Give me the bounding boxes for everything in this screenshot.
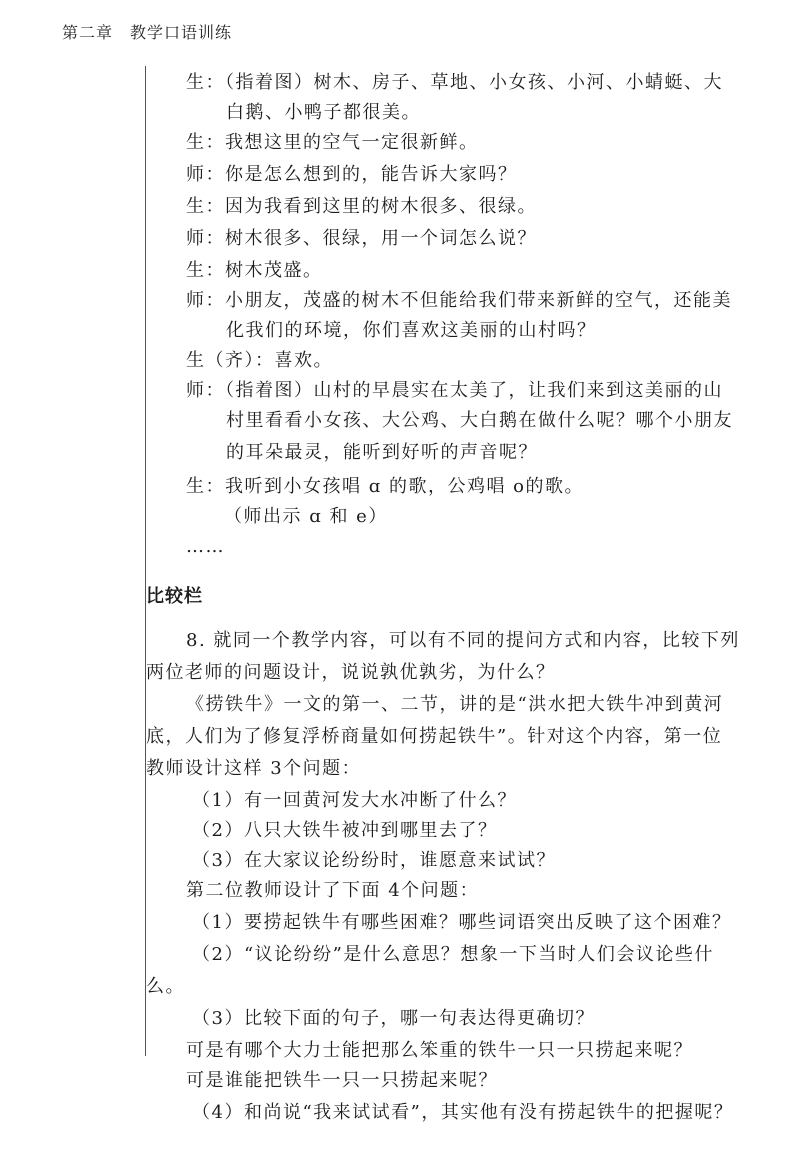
dialogue-line: 白鹅、小鸭子都很美。 — [226, 102, 421, 123]
dialogue-line: 生：我想这里的空气一定很新鲜。 — [186, 132, 479, 153]
dialogue-line: 师：你是怎么想到的，能告诉大家吗？ — [186, 164, 518, 185]
dialogue-line: 师：小朋友，茂盛的树木不但能给我们带来新鲜的空气，还能美 — [186, 290, 732, 311]
exercise-line: （2）“议论纷纷”是什么意思？想象一下当时人们会议论些什 — [192, 944, 714, 965]
exercise-line: （3）比较下面的句子，哪一句表达得更确切？ — [192, 1008, 595, 1029]
running-header: 第二章 教学口语训练 — [62, 23, 233, 42]
dialogue-line: 生：我听到小女孩唱 ɑ 的歌，公鸡唱 o的歌。 — [186, 476, 585, 497]
exercise-line: 两位老师的问题设计，说说孰优孰劣，为什么？ — [146, 662, 556, 683]
dialogue-line: 的耳朵最灵，能听到好听的声音呢？ — [226, 442, 538, 463]
dialogue-line: 生：树木茂盛。 — [186, 260, 323, 281]
margin-rule — [145, 66, 146, 1056]
exercise-line: 可是有哪个大力士能把那么笨重的铁牛一只一只捞起来呢？ — [186, 1040, 693, 1061]
dialogue-line: 生：（指着图）树木、房子、草地、小女孩、小河、小蜻蜓、大 — [186, 72, 723, 93]
section-title: 比较栏 — [146, 586, 203, 607]
dialogue-line: 生（齐）：喜欢。 — [186, 350, 333, 371]
exercise-line: 《捞铁牛》一文的第一、二节，讲的是“洪水把大铁牛冲到黄河 — [186, 694, 724, 715]
exercise-line: 可是谁能把铁牛一只一只捞起来呢？ — [186, 1070, 498, 1091]
dialogue-line: 师：（指着图）山村的早晨实在太美了，让我们来到这美丽的山 — [186, 380, 723, 401]
dialogue-line: 生：因为我看到这里的树木很多、很绿。 — [186, 196, 537, 217]
exercise-line: 底，人们为了修复浮桥商量如何捞起铁牛”。针对这个内容，第一位 — [146, 726, 723, 747]
dialogue-line: 化我们的环境，你们喜欢这美丽的山村吗？ — [226, 320, 597, 341]
dialogue-line: 村里看看小女孩、大公鸡、大白鹅在做什么呢？哪个小朋友 — [226, 410, 733, 431]
exercise-line: 么。 — [146, 976, 185, 997]
exercise-line: （2）八只大铁牛被冲到哪里去了？ — [192, 820, 498, 841]
exercise-line: （4）和尚说“我来试试看”，其实他有没有捞起铁牛的把握呢？ — [192, 1102, 734, 1123]
exercise-line: 8. 就同一个教学内容，可以有不同的提问方式和内容，比较下列 — [186, 630, 740, 651]
dialogue-line: 师：树木很多、很绿，用一个词怎么说？ — [186, 228, 537, 249]
exercise-line: 教师设计这样 3个问题： — [146, 758, 362, 779]
exercise-line: （1）要捞起铁牛有哪些困难？哪些词语突出反映了这个困难？ — [192, 912, 732, 933]
exercise-line: （1）有一回黄河发大水冲断了什么？ — [192, 790, 517, 811]
ellipsis: …… — [186, 536, 225, 557]
exercise-line: （3）在大家议论纷纷时，谁愿意来试试？ — [192, 850, 556, 871]
dialogue-line: （师出示 ɑ 和 e） — [224, 506, 388, 527]
exercise-line: 第二位教师设计了下面 4个问题： — [186, 880, 480, 901]
